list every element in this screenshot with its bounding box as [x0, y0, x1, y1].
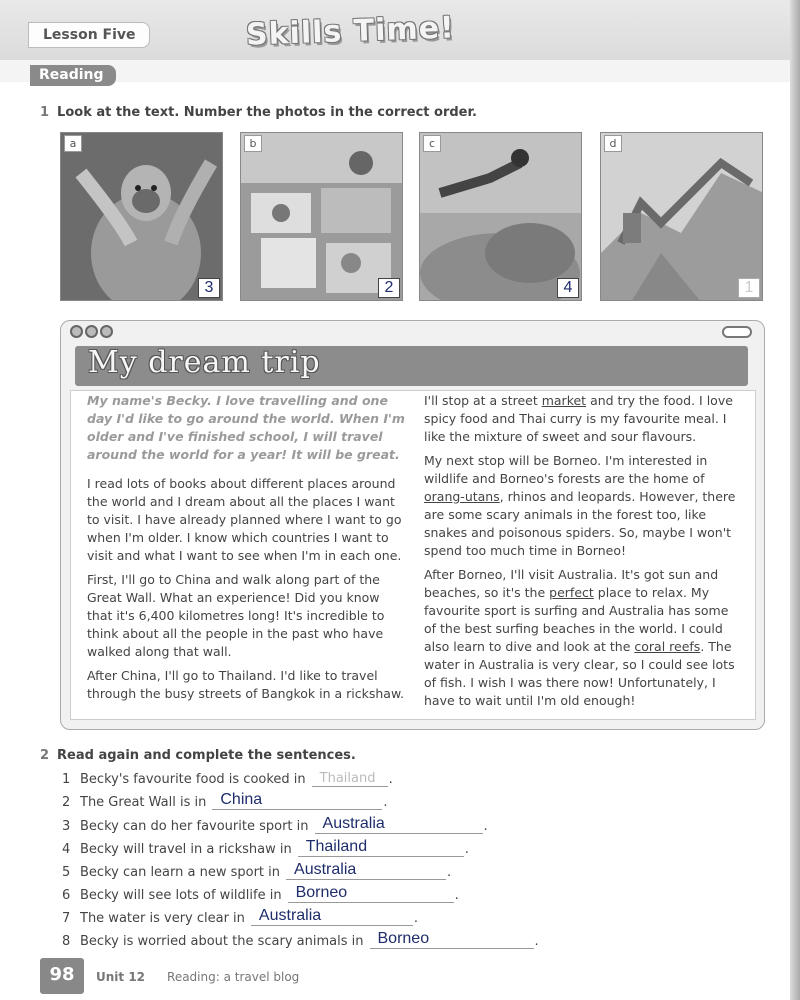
article-title: My dream trip [88, 345, 321, 380]
photo-letter: c [423, 135, 441, 152]
sentence-row: 2 The Great Wall is in China . [62, 791, 388, 810]
sentence-row: 5 Becky can learn a new sport in Australia . [62, 861, 452, 880]
photo-letter: a [64, 135, 82, 152]
lesson-label: Lesson Five [28, 22, 150, 48]
footer [96, 970, 321, 984]
vocab-word: coral reefs [634, 639, 701, 654]
photo-c-diver [419, 132, 582, 301]
article-paragraph: After Borneo, I'll visit Australia. It's got sun and beaches, so it's the perfect place to relax. My favourite sport is surfing and Australia has some of the best surfing beaches in the world. I could also learn to dive and look at the coral reefs. The water in Australia is very clear, so I could see lots of fish. I wish I was there now! Unfortunately, I have to wait until I'm old enough! [424, 567, 735, 708]
page-number: 98 [40, 958, 84, 994]
photo-answer-box[interactable]: 1 [738, 278, 760, 298]
answer-blank[interactable]: Borneo [288, 886, 454, 903]
sentence-row: 8 Becky is worried about the scary animals in Borneo . [62, 930, 539, 949]
orangutan-image [61, 133, 223, 301]
diver-image [420, 133, 582, 301]
answer-blank[interactable]: Borneo [370, 932, 534, 949]
sentence-row: 4 Becky will travel in a rickshaw in Thailand . [62, 838, 469, 857]
reading-tag: Reading [30, 65, 116, 86]
answer-blank[interactable]: Thailand [298, 840, 464, 857]
article-paragraph: I read lots of books about different places around the world and I dream about all the places I want to visit. I have already planned where I want to go when I'm older. I know which countries I want to visit and what I want to see when I'm in each one. [87, 476, 402, 563]
task1-heading: 1 Look at the text. Number the photos in the correct order. [40, 105, 477, 120]
article-intro: My name's Becky. I love travelling and one day I'd like to go around the world. When I'm older and I've finished school, I will travel around the world for a year! It will be great. [87, 393, 405, 462]
section-title: Skills Time! [245, 10, 456, 53]
photo-letter: b [244, 135, 262, 152]
sentence-row: 3 Becky can do her favourite sport in Australia . [62, 815, 488, 834]
answer-blank[interactable]: China [212, 793, 382, 810]
answer-blank[interactable]: Thailand [312, 770, 388, 787]
footer-topic: Reading: a travel blog [167, 970, 300, 984]
photo-answer-box[interactable]: 2 [378, 278, 400, 298]
photo-a-orangutan [60, 132, 223, 301]
photo-d-great-wall [600, 132, 763, 301]
vocab-word: perfect [549, 585, 594, 600]
task2-heading: 2 Read again and complete the sentences. [40, 748, 356, 763]
photo-answer-box[interactable]: 3 [198, 278, 220, 298]
window-dot-icon [100, 325, 113, 338]
answer-blank[interactable]: Australia [251, 909, 413, 926]
window-pill-icon [722, 326, 752, 338]
market-image [241, 133, 403, 301]
window-dots [70, 325, 113, 338]
answer-blank[interactable]: Australia [286, 863, 446, 880]
article-column-right [424, 392, 744, 716]
vocab-word: market [541, 393, 587, 408]
vocab-word: orang-utans [424, 489, 500, 504]
article-paragraph: First, I'll go to China and walk along part of the Great Wall. What an experience! Did you know that it's 6,400 kilometres long! It's incredible to think about all the people in the past who have walked along that wall. [87, 572, 385, 659]
footer-unit: Unit 12 [96, 970, 146, 984]
photo-answer-box[interactable]: 4 [557, 278, 579, 298]
article-column-left [87, 392, 407, 709]
great-wall-image [601, 133, 763, 301]
article-paragraph: After China, I'll go to Thailand. I'd like to travel through the busy streets of Bangkok in a rickshaw. [87, 668, 404, 701]
sentence-row: 6 Becky will see lots of wildlife in Borneo . [62, 884, 459, 903]
sentence-row: 1 Becky's favourite food is cooked in Thailand . [62, 771, 393, 787]
window-dot-icon [85, 325, 98, 338]
sentence-row: 7 The water is very clear in Australia . [62, 907, 419, 926]
photo-b-market [240, 132, 403, 301]
window-dot-icon [70, 325, 83, 338]
article-paragraph: My next stop will be Borneo. I'm interested in wildlife and Borneo's forests are the home of orang-utans, rhinos and leopards. However, there are some scary animals in the forest too, like snakes and poisonous spiders. So, maybe I won't spend too much time in Borneo! [424, 453, 736, 558]
answer-blank[interactable]: Australia [315, 817, 483, 834]
header-band-light [0, 60, 800, 82]
page-edge [790, 0, 800, 1000]
article-paragraph: I'll stop at a street market and try the food. I love spicy food and Thai curry is my favourite meal. I like the mixture of sweet and sour flavours. [424, 393, 733, 444]
photo-letter: d [604, 135, 622, 152]
